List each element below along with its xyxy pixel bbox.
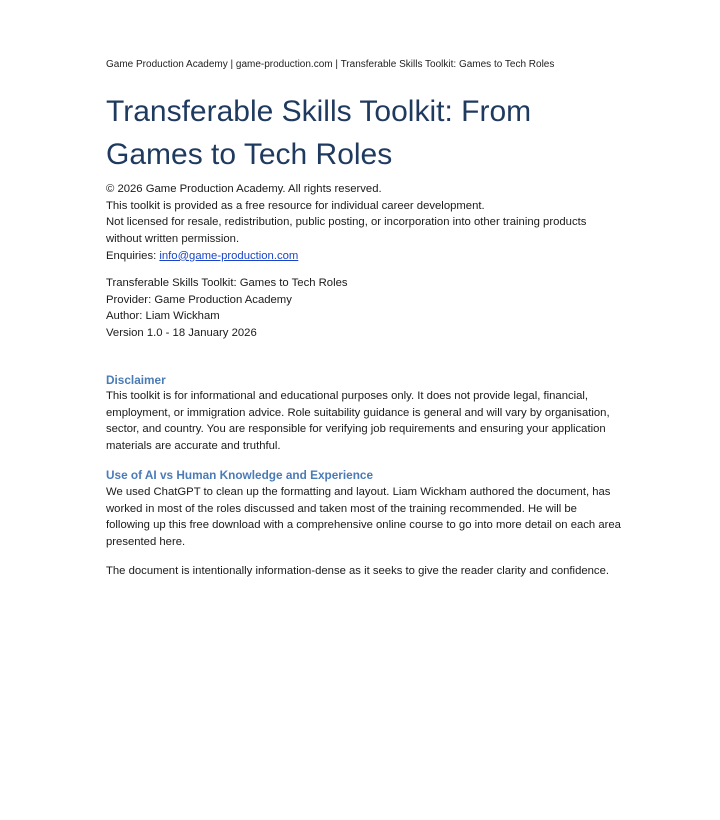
meta-provider: Provider: Game Production Academy — [106, 293, 292, 306]
ai-section-body — [106, 484, 622, 551]
email-link[interactable]: info@game-production.com — [159, 249, 299, 262]
meta-author: Author: Liam Wickham — [106, 310, 220, 323]
copyright-line: © 2026 Game Production Academy. All rights reserved. — [106, 183, 382, 195]
meta-version: Version 1.0 - 18 January 2026 — [106, 327, 257, 340]
closing-paragraph — [106, 563, 622, 580]
meta-doc-name: Transferable Skills Toolkit: Games to Tech Roles — [106, 277, 348, 289]
enquiries-label: Enquiries: — [106, 249, 160, 262]
enquiries-line — [106, 248, 622, 265]
disclaimer-body — [106, 388, 622, 455]
disclaimer-heading: Disclaimer — [106, 373, 166, 387]
disclaimer-text: This toolkit is for informational and educational purposes only. It does not provide legal, financial, employment, or immigration advice. Role suitability guidance is general and will vary by organisation, sector, and country. You are responsible for verifying job requirements and ensuring your application materials are accurate and truthful. — [106, 390, 610, 453]
ai-section-text: We used ChatGPT to clean up the formatting and layout. Liam Wickham authored the document, has worked in most of the roles discussed and taken most of the training recommended. He will be following up this free download with a comprehensive online course to go into more detail on each area presented here. — [106, 486, 621, 549]
running-header: Game Production Academy | game-production.com | Transferable Skills Toolkit: Games to Tech Roles — [106, 59, 555, 70]
document-meta — [106, 275, 622, 342]
free-resource-line: This toolkit is provided as a free resource for individual career development. — [106, 199, 485, 212]
closing-text: The document is intentionally information-dense as it seeks to give the reader clarity and confidence. — [106, 565, 609, 577]
license-line: Not licensed for resale, redistribution, public posting, or incorporation into other training products without written permission. — [106, 216, 587, 246]
copyright-block — [106, 181, 622, 265]
document-title: Transferable Skills Toolkit: From Games to Tech Roles — [106, 95, 532, 171]
ai-section-heading: Use of AI vs Human Knowledge and Experience — [106, 468, 374, 482]
